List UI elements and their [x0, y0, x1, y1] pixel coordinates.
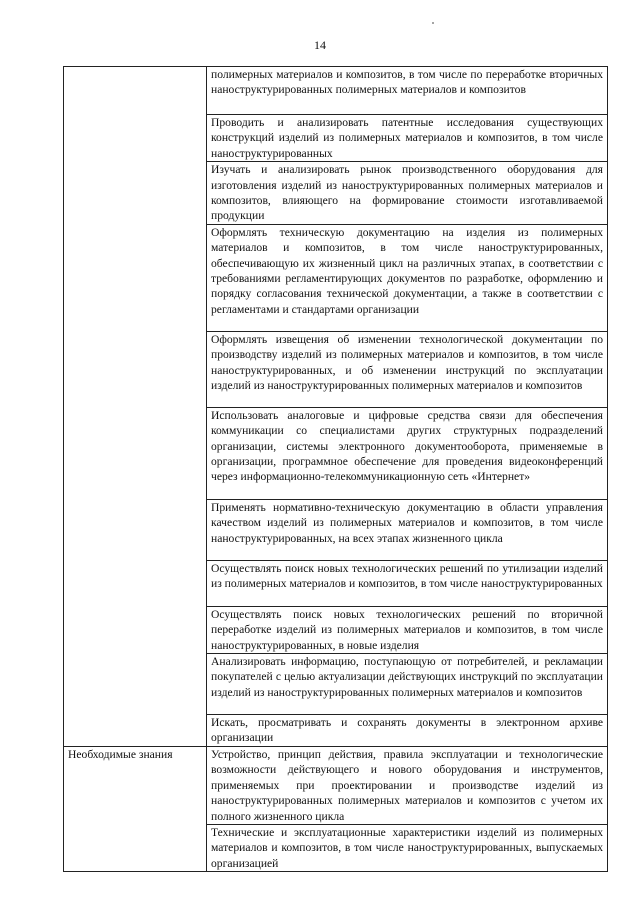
requirement-cell: Оформлять техническую документацию на изделия из полимерных материалов и композитов, в том числе наноструктурированных, обеспечивающую их жизненный цикл на различных этапах, в соответствии с требованиями регламентирующих документов по разработке, оформлению и порядку согласования технической документации, а также в соответствии с регламентами и стандартами организации — [207, 224, 608, 331]
category-cell-continued — [64, 67, 207, 747]
table-row — [64, 746, 608, 824]
requirement-cell: Технические и эксплуатационные характеристики изделий из полимерных материалов и композитов, в том числе наноструктурированных, выпускаемых организацией — [207, 824, 608, 871]
category-cell-knowledge: Необходимые знания — [64, 746, 207, 871]
requirement-cell: Оформлять извещения об изменении технологической документации по производству изделий из полимерных материалов и композитов, в том числе наноструктурированных, и об изменении инструкций по эксплуатации изделий из наноструктурированных полимерных материалов и композитов — [207, 331, 608, 407]
requirement-cell: Применять нормативно-техническую документацию в области управления качеством изделий из полимерных материалов и композитов, в том числе наноструктурированных, на всех этапах жизненного цикла — [207, 499, 608, 560]
requirement-cell: Проводить и анализировать патентные исследования существующих конструкций изделий из полимерных материалов и композитов, в том числе наноструктурированных — [207, 115, 608, 162]
requirement-cell: Искать, просматривать и сохранять документы в электронном архиве организации — [207, 715, 608, 747]
requirement-cell: Использовать аналоговые и цифровые средства связи для обеспечения коммуникации со специалистами других структурных подразделений организации, системы электронного документооборота, применяемые в организации, программное обеспечение для проведения видеоконференций через информационно-телекоммуникационную сеть «Интернет» — [207, 407, 608, 499]
requirement-cell: Осуществлять поиск новых технологических решений по вторичной переработке изделий из полимерных материалов и композитов, в том числе наноструктурированных, в новые изделия — [207, 606, 608, 653]
table-row — [64, 67, 608, 115]
requirement-cell: Изучать и анализировать рынок производственного оборудования для изготовления изделий из наноструктурированных полимерных материалов и композитов, влияющего на формирование стоимости изготавливаемой продукции — [207, 162, 608, 225]
requirement-cell: полимерных материалов и композитов, в том числе по переработке вторичных наноструктурированных полимерных материалов и композитов — [207, 67, 608, 115]
requirements-table — [63, 66, 608, 872]
scan-speck — [432, 22, 434, 24]
requirement-cell: Анализировать информацию, поступающую от потребителей, и рекламации покупателей с целью актуализации действующих инструкций по эксплуатации изделий из наноструктурированных полимерных материалов и композитов — [207, 654, 608, 715]
requirement-cell: Осуществлять поиск новых технологических решений по утилизации изделий из полимерных материалов и композитов, в том числе наноструктурированных — [207, 560, 608, 606]
page-number: 14 — [314, 38, 326, 52]
requirement-cell: Устройство, принцип действия, правила эксплуатации и технологические возможности действующего и нового оборудования и инструментов, применяемых при проектировании и производстве изделий из наноструктурированных полимерных материалов и композитов с учетом их полного жизненного цикла — [207, 746, 608, 824]
